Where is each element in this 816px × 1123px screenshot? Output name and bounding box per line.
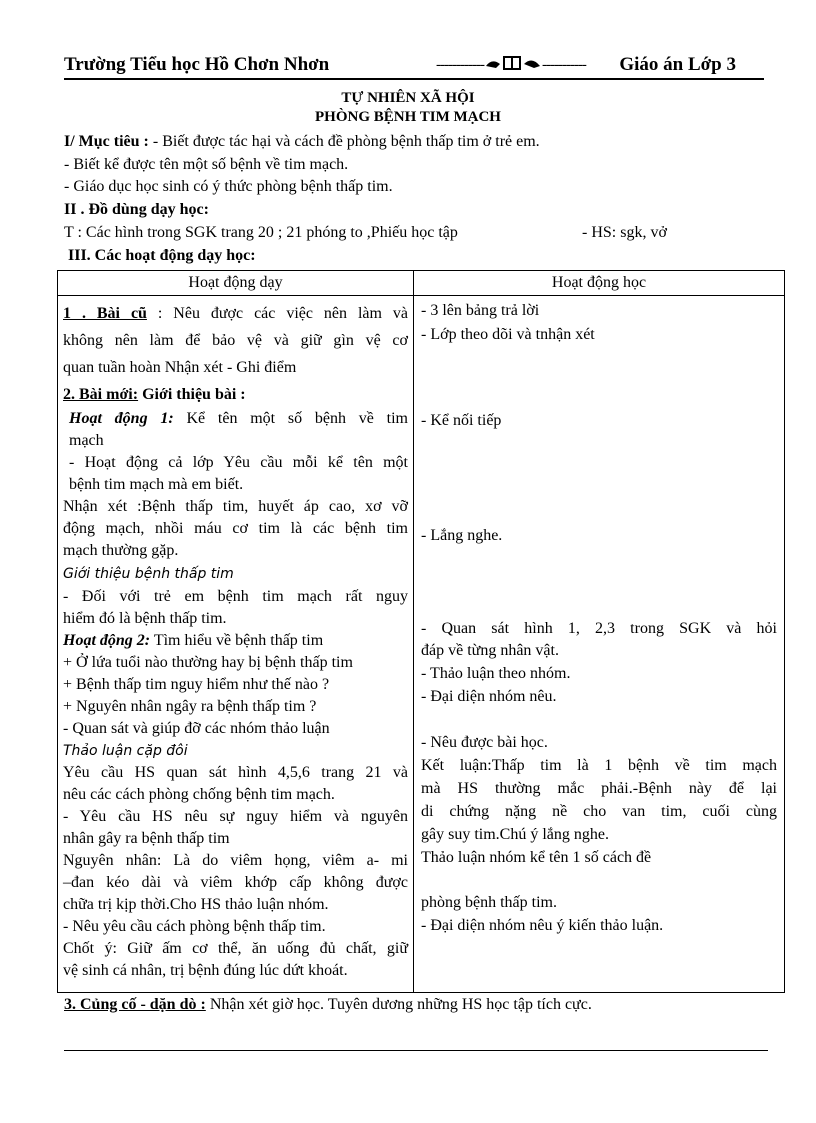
lesson-title: PHÒNG BỆNH TIM MẠCH bbox=[315, 109, 501, 125]
activities-heading: III. Các hoạt động dạy học: bbox=[68, 247, 256, 264]
student-conclusion: Kết luận:Thấp tim là 1 bệnh về tim mạch bbox=[421, 757, 777, 774]
activity-2: Hoạt động 2: Tìm hiểu về bệnh thấp tim bbox=[63, 632, 324, 649]
student-step-12: - Đại diện nhóm nêu ý kiến thảo luận. bbox=[421, 917, 664, 934]
closing-label: 3. Củng cố - dặn dò : bbox=[64, 996, 206, 1013]
student-step-2: - Lớp theo dõi và tnhận xét bbox=[421, 326, 595, 343]
school-name: Trường Tiểu học Hồ Chơn Nhơn bbox=[64, 54, 330, 75]
teacher-column: 1 . Bài cũ : Nêu được các việc nên làm và không nên làm để bảo vệ và giữ gìn vệ cơ quan tuần hoàn Nhận xét - Ghi điểm 2. Bài mới: Giới thiệu bài : Hoạt động 1: Kể tên một số bệnh về tim mạch - Hoạt động cả lớp Yêu cầu mỗi kể tên một bệnh tim mạch mà em biết. Nhận xét :Bệnh thấp tim, huyết áp cao, xơ vỡ động mạch, nhồi máu cơ tim là các bệnh tim mạch thường gặp. Giới thiệu bệnh thấp tim - Đối với trẻ em bệnh tim mạch rất nguy hiểm đó là bệnh thấp tim. Hoạt động 2: Tìm hiểu về bệnh thấp tim + Ở lứa tuổi nào thường hay bị bệnh thấp tim + Bệnh thấp tim nguy hiểm như thế nào ? + Nguyên nhân ngây ra bệnh thấp tim ? - Quan sát và giúp đỡ các nhóm thảo luận Thảo luận cặp đôi Yêu cầu HS quan sát hình 4,5,6 trang 21 và nêu các cách phòng chống bệnh tim mạch. - Yêu cầu HS nêu sự nguy hiểm và nguyên nhân gây ra bệnh thấp tim Nguyên nhân: Là do viêm họng, viêm a- mi –đan kéo dài và viêm khớp cấp không được chữa trị kịp thời.Cho HS thảo luận nhóm. - Nêu yêu cầu cách phòng bệnh thấp tim. Chốt ý: Giữ ấm cơ thể, ăn uống đủ chất, giữ vệ sinh cá nhân, trị bệnh đúng lúc dứt khoát. bbox=[58, 296, 414, 993]
lesson-table bbox=[57, 270, 785, 993]
intro-rheumatic: Giới thiệu bệnh thấp tim bbox=[63, 566, 234, 582]
bottom-rule bbox=[64, 1050, 768, 1051]
student-step-5: - Quan sát hình 1, 2,3 trong SGK và hỏi bbox=[421, 620, 777, 637]
student-step-7: - Đại diện nhóm nêu. bbox=[421, 688, 557, 705]
old-lesson-label: 1 . Bài cũ bbox=[63, 305, 147, 322]
materials-teacher: T : Các hình trong SGK trang 20 ; 21 phóng to ,Phiếu học tập bbox=[64, 224, 458, 241]
student-step-4: - Lắng nghe. bbox=[421, 527, 503, 544]
old-lesson: 1 . Bài cũ : Nêu được các việc nên làm và bbox=[63, 305, 408, 322]
objective-2: - Biết kể được tên một số bệnh về tim mạch. bbox=[64, 156, 349, 173]
new-lesson: 2. Bài mới: Giới thiệu bài : bbox=[63, 386, 246, 403]
new-lesson-label: 2. Bài mới: bbox=[63, 386, 139, 403]
student-step-1: - 3 lên bảng trả lời bbox=[421, 302, 540, 319]
objectives-line bbox=[64, 133, 540, 151]
activity-2-label: Hoạt động 2: bbox=[63, 632, 151, 649]
materials-student: - HS: sgk, vở bbox=[582, 224, 667, 241]
dash-right: ----------- bbox=[541, 57, 586, 73]
header-ornament bbox=[436, 54, 586, 74]
book-ornament-icon bbox=[484, 54, 542, 72]
dash-left: ------------ bbox=[436, 57, 484, 73]
objective-3: - Giáo dục học sinh có ý thức phòng bệnh thấp tim. bbox=[64, 178, 393, 195]
student-step-6: - Thảo luận theo nhóm. bbox=[421, 665, 571, 682]
page-header bbox=[64, 52, 764, 80]
activity-1-label: Hoạt động 1: bbox=[69, 410, 174, 427]
subject-title: TỰ NHIÊN XÃ HỘI bbox=[341, 90, 475, 106]
objectives-heading: I/ Mục tiêu : bbox=[64, 133, 149, 150]
student-step-10: Thảo luận nhóm kể tên 1 số cách đề bbox=[421, 849, 652, 866]
class-label: Giáo án Lớp 3 bbox=[619, 54, 736, 75]
materials-heading: II . Đồ dùng dạy học: bbox=[64, 201, 209, 218]
pair-discussion: Thảo luận cặp đôi bbox=[63, 743, 188, 759]
student-column: - 3 lên bảng trả lời - Lớp theo dõi và tnhận xét - Kể nối tiếp - Lắng nghe. - Quan sát hình 1, 2,3 trong SGK và hỏi đáp về từng nhân vật. - Thảo luận theo nhóm. - Đại diện nhóm nêu. - Nêu được bài học. Kết luận:Thấp tim là 1 bệnh về tim mạch mà HS thường mắc phải.-Bệnh này để lại di chứng nặng nề cho van tim, cuối cùng gây suy tim.Chú ý lắng nghe. Thảo luận nhóm kể tên 1 số cách đề phòng bệnh thấp tim. - Đại diện nhóm nêu ý kiến thảo luận. bbox=[414, 296, 785, 993]
objective-1: - Biết được tác hại và cách đề phòng bệnh thấp tim ở trẻ em. bbox=[148, 133, 540, 150]
activity-1: Hoạt động 1: Kể tên một số bệnh về tim bbox=[69, 410, 409, 427]
closing-text: Nhận xét giờ học. Tuyên dương những HS học tập tích cực. bbox=[205, 996, 592, 1013]
header-teacher: Hoạt động dạy bbox=[58, 271, 414, 296]
student-step-8: - Nêu được bài học. bbox=[421, 734, 548, 751]
closing-line bbox=[64, 996, 592, 1014]
student-step-3: - Kể nối tiếp bbox=[421, 412, 502, 429]
header-student: Hoạt động học bbox=[414, 271, 785, 296]
